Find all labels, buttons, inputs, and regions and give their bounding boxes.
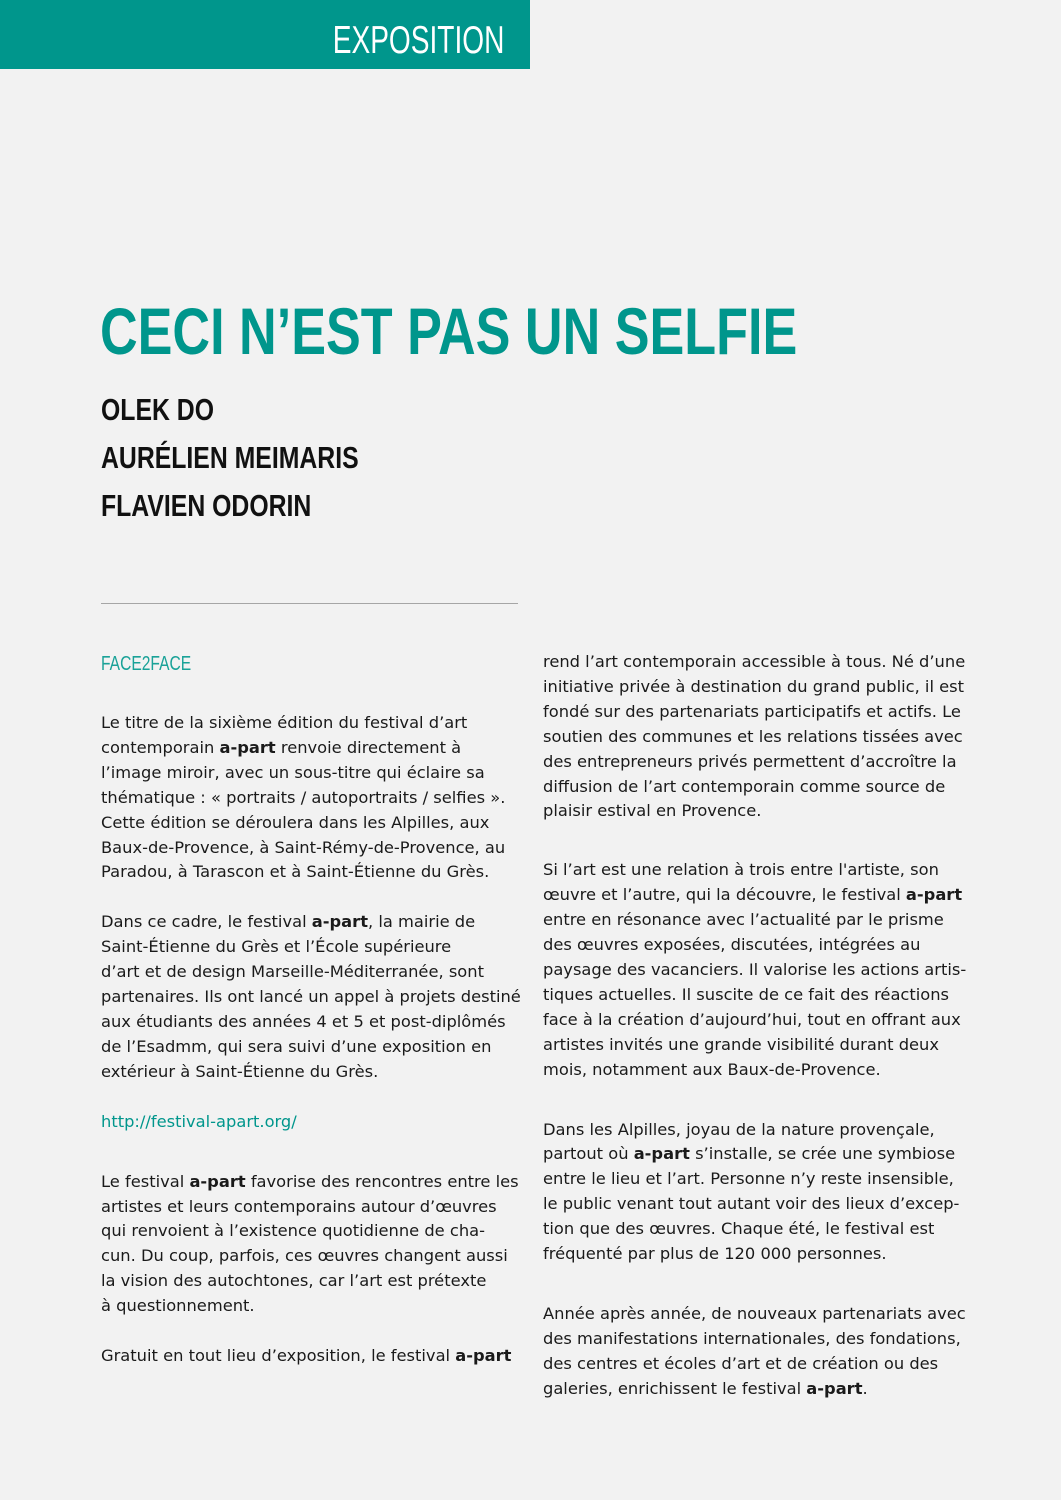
text-line: entre en résonance avec l’actualité par le prisme xyxy=(543,910,944,930)
text-line: des manifestations internationales, des fondations, xyxy=(543,1328,961,1348)
text-line: soutien des communes et les relations tissées avec xyxy=(543,726,963,746)
text-line: Dans ce cadre, le festival a-part, la mairie de xyxy=(101,912,476,932)
brand-name: a-part xyxy=(189,1171,246,1191)
text-line: Le festival a-part favorise des rencontres entre les xyxy=(101,1171,519,1191)
brand-name: a-part xyxy=(219,737,276,757)
text-line: mois, notamment aux Baux-de-Provence. xyxy=(543,1059,881,1079)
text-line: fondé sur des partenariats participatifs et actifs. Le xyxy=(543,701,961,721)
text-line: des œuvres exposées, discutées, intégrées au xyxy=(543,935,921,955)
text-line: qui renvoient à l’existence quotidienne de cha- xyxy=(101,1221,486,1241)
section-banner xyxy=(0,0,530,69)
text-line: Dans les Alpilles, joyau de la nature provençale, xyxy=(543,1119,935,1139)
text-line: partenaires. Ils ont lancé un appel à projets destiné xyxy=(101,987,521,1007)
text-line: d’art et de design Marseille-Méditerranée, sont xyxy=(101,962,484,982)
text-line: rend l’art contemporain accessible à tous. Né d’une xyxy=(543,652,966,671)
text-line: Si l’art est une relation à trois entre l'artiste, son xyxy=(543,860,939,880)
text-line: Baux-de-Provence, à Saint-Rémy-de-Provence, au xyxy=(101,837,506,857)
brand-name: a-part xyxy=(455,1346,512,1366)
text-line: œuvre et l’autre, qui la découvre, le festival a-part xyxy=(543,885,963,905)
text-line: face à la création d’aujourd’hui, tout en offrant aux xyxy=(543,1009,961,1029)
text-line: des entrepreneurs privés permettent d’accroître la xyxy=(543,751,957,771)
paragraph xyxy=(101,910,531,1084)
text-line: tiques actuelles. Il suscite de ce fait des réactions xyxy=(543,984,950,1004)
brand-name: a-part xyxy=(905,885,963,905)
paragraph xyxy=(543,650,973,824)
author-name: AURÉLIEN MEIMARIS xyxy=(101,440,359,475)
brand-name: a-part xyxy=(311,912,368,932)
text-line: la vision des autochtones, car l’art est prétexte xyxy=(101,1271,487,1291)
text-line: diffusion de l’art contemporain comme source de xyxy=(543,776,946,796)
author-name: FLAVIEN ODORIN xyxy=(101,488,312,523)
text-line: fréquenté par plus de 120 000 personnes. xyxy=(543,1244,887,1264)
text-line: entre le lieu et l’art. Personne n’y reste insensible, xyxy=(543,1169,954,1189)
author-list xyxy=(101,386,423,530)
text-line: à questionnement. xyxy=(101,1296,255,1316)
paragraph xyxy=(101,711,531,885)
festival-link[interactable]: http://festival-apart.org/ xyxy=(101,1111,297,1131)
text-line: artistes invités une grande visibilité durant deux xyxy=(543,1034,940,1054)
page-title: CECI N’EST PAS UN SELFIE xyxy=(100,294,798,368)
text-line: Cette édition se déroulera dans les Alpilles, aux xyxy=(101,812,490,832)
text-line: paysage des vacanciers. Il valorise les actions artis- xyxy=(543,959,967,979)
right-column xyxy=(543,650,973,1427)
text-line: de l’Esadmm, qui sera suivi d’une exposition en xyxy=(101,1036,492,1056)
text-line: Année après année, de nouveaux partenariats avec xyxy=(543,1303,966,1323)
paragraph xyxy=(543,858,973,1082)
text-line: Paradou, à Tarascon et à Saint-Étienne du Grès. xyxy=(101,862,490,882)
paragraph xyxy=(543,1302,973,1402)
section-label: EXPOSITION xyxy=(332,19,504,62)
text-line: thématique : « portraits / autoportraits / selfies ». xyxy=(101,787,506,807)
brand-name: a-part xyxy=(806,1378,863,1398)
divider xyxy=(101,603,518,604)
text-line: l’image miroir, avec un sous-titre qui éclaire sa xyxy=(101,762,485,782)
author-name: OLEK DO xyxy=(101,392,214,427)
text-line: le public venant tout autant voir des lieux d’excep- xyxy=(543,1194,960,1214)
text-line: Saint-Étienne du Grès et l’École supérieure xyxy=(101,937,452,957)
text-line: des centres et écoles d’art et de création ou des xyxy=(543,1353,939,1373)
text-line: Le titre de la sixième édition du festival d’art xyxy=(101,713,468,732)
text-line: cun. Du coup, parfois, ces œuvres changent aussi xyxy=(101,1246,508,1266)
text-line: extérieur à Saint-Étienne du Grès. xyxy=(101,1061,379,1081)
text-line: aux étudiants des années 4 et 5 et post-diplômés xyxy=(101,1011,506,1031)
text-line: contemporain a-part renvoie directement à xyxy=(101,737,462,757)
text-line: tion que des œuvres. Chaque été, le festival est xyxy=(543,1219,935,1239)
text-line: Gratuit en tout lieu d’exposition, le festival a-part xyxy=(101,1346,512,1366)
text-line: galeries, enrichissent le festival a-part. xyxy=(543,1378,868,1398)
text-line: initiative privée à destination du grand public, il est xyxy=(543,676,965,696)
rubric-label: FACE2FACE xyxy=(101,653,192,675)
paragraph xyxy=(101,1170,531,1319)
paragraph xyxy=(101,1344,531,1369)
brand-name: a-part xyxy=(633,1144,690,1164)
text-line: partout où a-part s’installe, se crée une symbiose xyxy=(543,1144,956,1164)
left-column xyxy=(101,650,531,1394)
text-line: artistes et leurs contemporains autour d’œuvres xyxy=(101,1196,497,1216)
paragraph xyxy=(543,1118,973,1267)
text-line: plaisir estival en Provence. xyxy=(543,801,762,821)
